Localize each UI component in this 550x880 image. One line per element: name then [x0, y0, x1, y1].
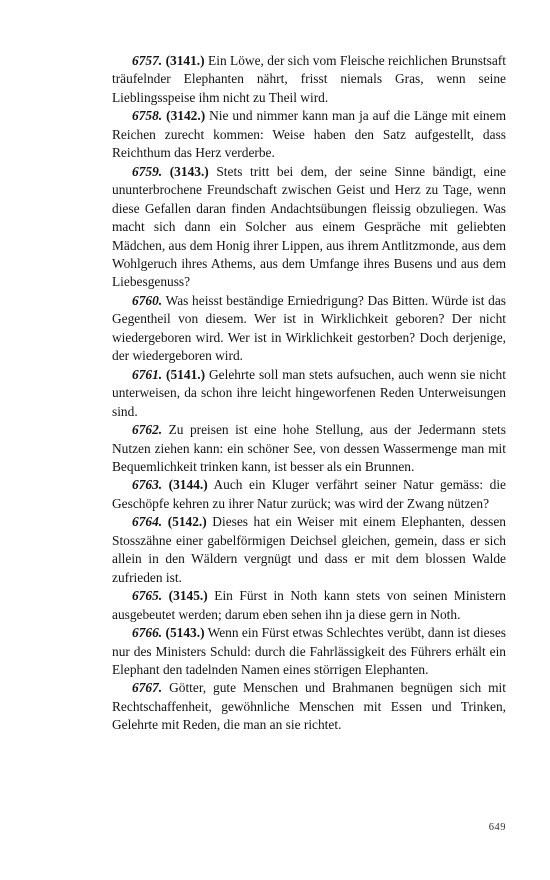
- entry-6767: [112, 679, 506, 734]
- entry-reference: (3142.): [166, 108, 206, 124]
- entry-6760: [112, 292, 506, 366]
- entry-6765: [112, 587, 506, 624]
- entry-number: 6758.: [132, 108, 163, 124]
- entry-text: Auch ein Kluger verfährt seiner Natur gemäss: die Geschöpfe kehren zu ihrer Natur zurück; was wird der Zwang nützen?: [112, 477, 506, 511]
- entry-reference: (5142.): [167, 514, 207, 530]
- entry-reference: (3144.): [168, 477, 208, 493]
- entry-text: Stets tritt bei dem, der seine Sinne bändigt, eine ununterbrochene Freundschaft zwischen Geist und Herz zu Tage, wenn diese Gefallen daran finden Andachtsübungen fleissig obzuliegen. Was macht sich dann ein Solcher aus einem Gespräche mit geliebten Mädchen, aus dem Honig ihrer Lippen, aus ihrem Antlitzmonde, aus dem Wohlgeruch ihres Athems, aus dem Umfange ihres Busens und aus dem Liebesgenuss?: [112, 163, 506, 290]
- entry-text: Ein Löwe, der sich vom Fleische reichlichen Brunstsaft träufelnder Elephanten nährt, frisst niemals Gras, wenn seine Lieblingsspeise ihm nicht zu Theil wird.: [112, 53, 506, 105]
- entry-6761: [112, 366, 506, 421]
- entry-number: 6757.: [132, 53, 163, 68]
- entry-number: 6766.: [132, 625, 163, 641]
- entry-number: 6761.: [132, 366, 163, 382]
- entry-reference: (5143.): [165, 625, 205, 641]
- entry-number: 6767.: [132, 680, 163, 696]
- entry-text: Nie und nimmer kann man ja auf die Länge mit einem Reichen zurecht kommen: Weise haben den Satz aufgestellt, dass Reichthum das Herz verderbe.: [112, 108, 506, 161]
- entry-6764: [112, 513, 506, 587]
- entry-text: Götter, gute Menschen und Brahmanen begnügen sich mit Rechtschaffenheit, gewöhnliche Menschen mit Essen und Trinken, Gelehrte mit Reden, die man an sie richtet.: [112, 680, 506, 733]
- entry-6757: [112, 52, 506, 107]
- entry-text: Zu preisen ist eine hohe Stellung, aus der Jedermann stets Nutzen ziehen kann: ein schöner See, von dessen Wassermenge man mit Bequemlichkeit trinken kann, ist besser als ein Brunnen.: [112, 422, 506, 474]
- page-text: [112, 52, 506, 735]
- entry-reference: (5141.): [166, 366, 206, 382]
- entry-6762: [112, 421, 506, 476]
- entry-text: Dieses hat ein Weiser mit einem Elephanten, dessen Stosszähne einer gabelförmigen Deichsel gleichen, gemein, dass er sich allein in den Wäldern vergnügt und dass er mit dem blossen Walde zufrieden ist.: [112, 514, 506, 585]
- entry-reference: (3145.): [168, 588, 208, 604]
- entry-number: 6759.: [132, 163, 163, 179]
- entry-reference: (3141.): [165, 53, 205, 68]
- entry-text: Wenn ein Fürst etwas Schlechtes verübt, dann ist dieses nur des Ministers Schuld: durch die Fahrlässigkeit des Führers erhält ein Elephant den tadelnden Namen eines störrigen Elephanten.: [112, 625, 506, 677]
- entry-6758: [112, 107, 506, 162]
- entry-number: 6764.: [132, 514, 163, 530]
- entry-6766: [112, 624, 506, 679]
- entry-text: Was heisst beständige Erniedrigung? Das Bitten. Würde ist das Gegentheil von diesem. Wer ist in Wirklichkeit geboren? Der nicht wiedergeboren wird. Wer ist in Wirklichkeit gestorben? Doch derjenige, der wiedergeboren wird.: [112, 292, 507, 364]
- entry-number: 6760.: [132, 292, 163, 308]
- entry-number: 6763.: [132, 477, 163, 493]
- page-number: 649: [488, 822, 506, 833]
- entry-text: Gelehrte soll man stets aufsuchen, auch wenn sie nicht unterweisen, da schon ihre leicht hingeworfenen Reden Unterweisungen sind.: [112, 366, 506, 419]
- entry-number: 6762.: [132, 422, 163, 438]
- entry-number: 6765.: [132, 588, 163, 604]
- entry-6763: [112, 476, 506, 513]
- entry-6759: [112, 163, 506, 292]
- entry-reference: (3143.): [169, 163, 209, 179]
- entry-text: Ein Fürst in Noth kann stets von seinen Ministern ausgebeutet werden; darum eben sehen ihn ja diese gern in Noth.: [112, 588, 506, 622]
